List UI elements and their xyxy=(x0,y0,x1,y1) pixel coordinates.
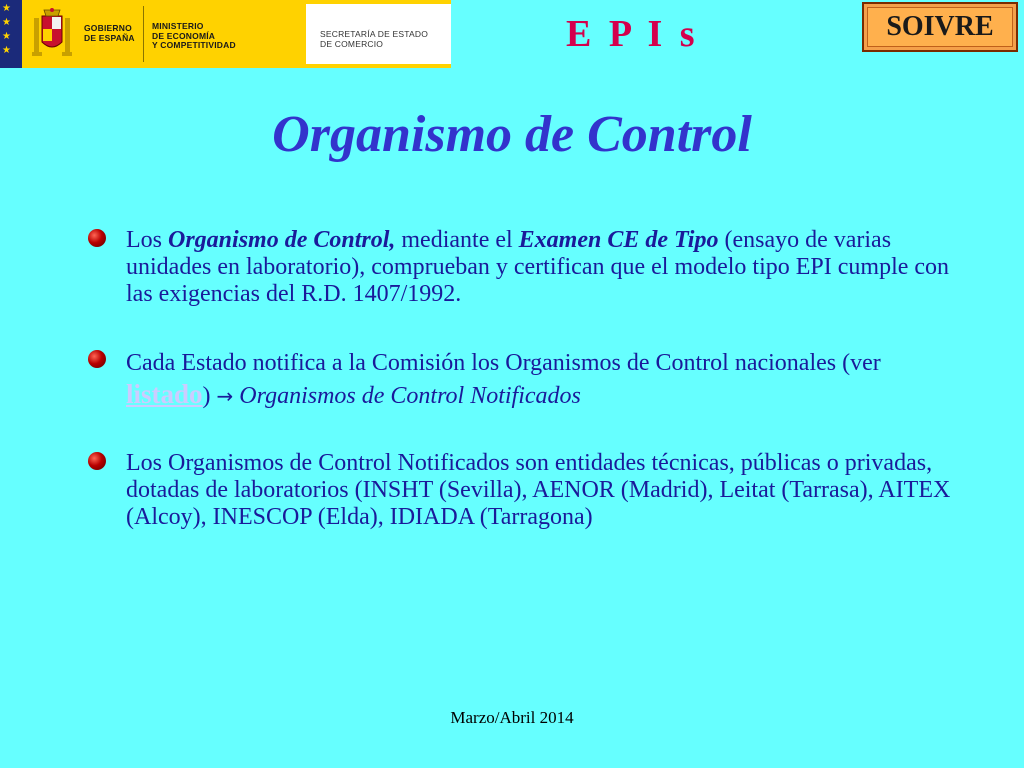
star-icon: ★ xyxy=(2,17,11,28)
secretariat-line-2: DE COMERCIO xyxy=(320,38,384,49)
footer-date: Marzo/Abril 2014 xyxy=(450,708,574,727)
bullet-1-text-b: mediante el xyxy=(395,227,519,253)
star-icon: ★ xyxy=(2,3,11,14)
bullet-item-3 xyxy=(126,450,966,531)
secretariat-logo xyxy=(306,4,451,64)
ministry-line-3: Y COMPETITIVIDAD xyxy=(152,40,236,50)
star-icon: ★ xyxy=(2,45,11,56)
gov-line-1: GOBIERNO xyxy=(84,23,132,33)
secretariat-line-1: SECRETARÍA DE ESTADO xyxy=(320,29,429,39)
star-icon: ★ xyxy=(2,31,11,42)
coat-of-arms-icon xyxy=(30,8,74,60)
bullet-3-text: Los Organismos de Control Notificados son entidades técnicas, públicas o privadas, dotadas de laboratorios (INSHT (Sevilla), AENOR (Madrid), Leitat (Tarrasa), AITEX (Alcoy), INESCOP (Elda), IDIADA (Tarragona) xyxy=(126,450,951,530)
bullet-2-text-a: Cada Estado notifica a la Comisión los Organismos de Control nacionales (ver xyxy=(126,350,881,376)
bullet-2-emphasis: Organismos de Control Notificados xyxy=(233,383,581,409)
listado-link[interactable]: listado xyxy=(126,379,203,409)
bullet-icon xyxy=(88,229,106,247)
soivre-badge-label: SOIVRE xyxy=(867,7,1013,47)
bullet-item-2 xyxy=(126,348,966,412)
bullet-item-1 xyxy=(126,227,966,308)
arrow-right-icon: → xyxy=(216,384,234,408)
logo-divider xyxy=(143,6,144,62)
gov-line-2: DE ESPAÑA xyxy=(84,32,135,43)
ministry-logo-text xyxy=(152,22,236,51)
epis-header-title: E P I s xyxy=(566,13,699,55)
ministry-line-2: DE ECONOMÍA xyxy=(152,30,216,41)
bullet-1-text-a: Los xyxy=(126,227,168,253)
bullet-2-text-b: ) xyxy=(202,383,217,409)
eu-flag-strip xyxy=(0,0,22,68)
bullet-icon xyxy=(88,350,106,368)
bullet-1-emphasis-b: Examen CE de Tipo xyxy=(518,227,719,253)
slide-title: Organismo de Control xyxy=(272,106,752,163)
government-logo-banner xyxy=(0,0,451,68)
ministry-line-1: MINISTERIO xyxy=(152,21,204,31)
bullet-1-emphasis-a: Organismo de Control, xyxy=(168,227,396,253)
bullet-1-text-c: (ensayo de varias unidades en laboratorio), comprueban y certifican que el modelo tipo EPI cumple con las exigencias del R.D. 1407/1992. xyxy=(126,227,950,307)
soivre-badge xyxy=(862,2,1018,52)
bullet-icon xyxy=(88,452,106,470)
government-logo-text xyxy=(84,24,135,43)
